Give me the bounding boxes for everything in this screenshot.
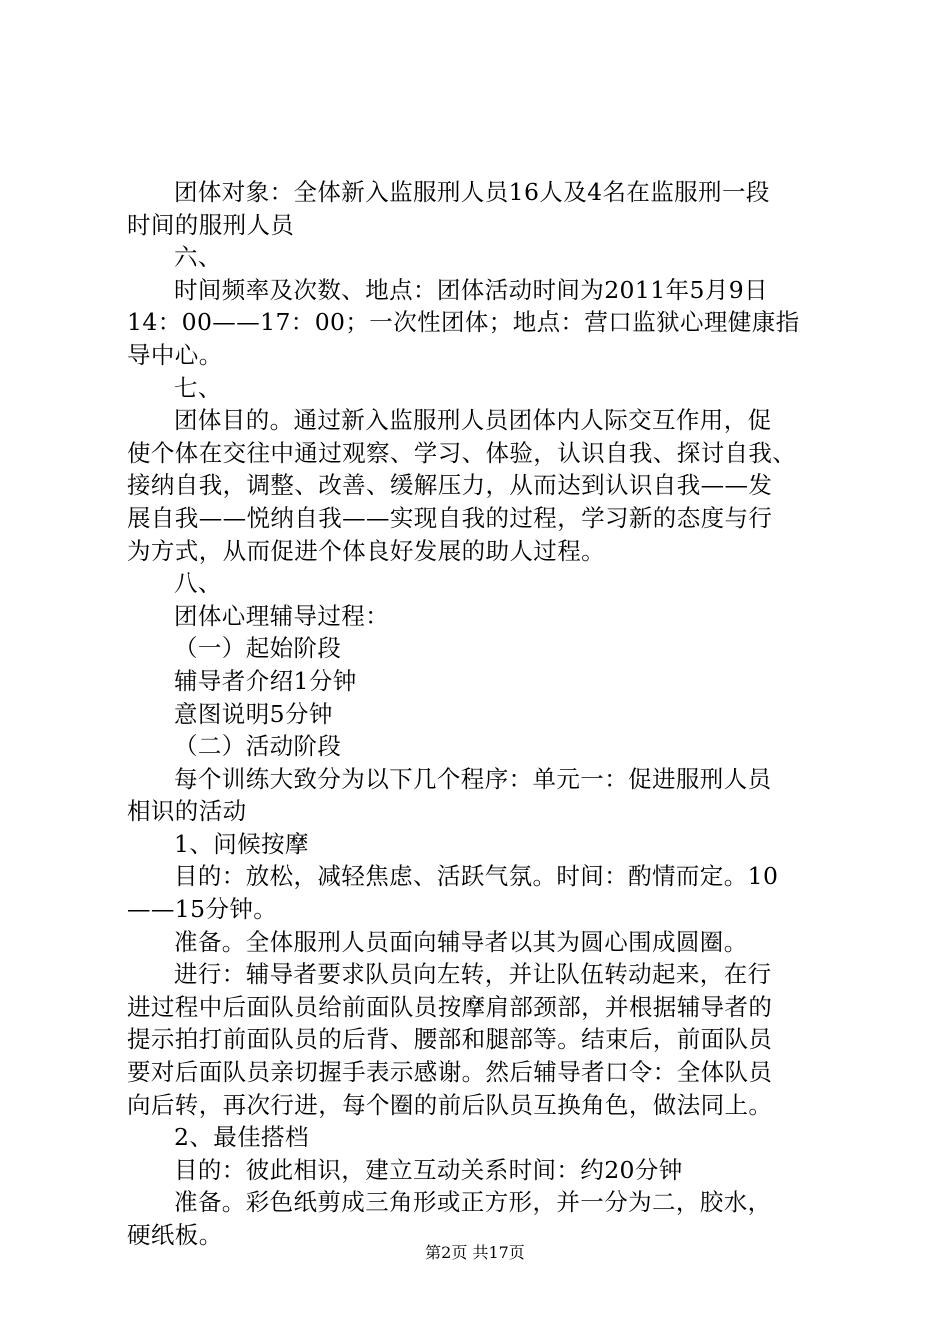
text-line: （一）起始阶段 <box>174 634 342 663</box>
text-line: 接纳自我，调整、改善、缓解压力，从而达到认识自我——发 <box>127 471 773 500</box>
text-line: ——15分钟。 <box>127 895 278 924</box>
text-line: 七、 <box>174 373 222 402</box>
document-body <box>127 176 832 1252</box>
text-line: 硬纸板。 <box>127 1221 223 1249</box>
text-line: 准备。全体服刑人员面向辅导者以其为圆心围成圆圈。 <box>174 927 748 956</box>
text-line: 六、 <box>174 243 222 272</box>
text-line: 相识的活动 <box>127 797 247 826</box>
text-line: 向后转，再次行进，每个圈的前后队员互换角色，做法同上。 <box>127 1090 773 1119</box>
text-line: 14：00——17：00；一次性团体；地点：营口监狱心理健康指 <box>127 308 800 337</box>
page-footer: 第2页 共17页 <box>425 1243 525 1262</box>
text-line: 进行：辅导者要求队员向左转，并让队伍转动起来，在行 <box>174 960 772 989</box>
text-line: 导中心。 <box>127 340 223 369</box>
text-line: 每个训练大致分为以下几个程序：单元一：促进服刑人员 <box>174 764 772 793</box>
text-line: 1、问候按摩 <box>174 829 309 858</box>
text-line: 为方式，从而促进个体良好发展的助人过程。 <box>127 536 605 565</box>
text-line: 使个体在交往中通过观察、学习、体验，认识自我、探讨自我、 <box>127 438 797 467</box>
text-line: 展自我——悦纳自我——实现自我的过程，学习新的态度与行 <box>127 503 773 532</box>
text-line: 准备。彩色纸剪成三角形或正方形，并一分为二，胶水， <box>174 1188 772 1217</box>
text-line: 意图说明5分钟 <box>174 699 333 728</box>
text-line: 团体心理辅导过程： <box>174 601 390 630</box>
text-line: （二）活动阶段 <box>174 732 342 761</box>
text-line: 团体对象：全体新入监服刑人员16人及4名在监服刑一段 <box>174 178 770 206</box>
text-line: 目的：彼此相识，建立互动关系时间：约20分钟 <box>174 1155 683 1184</box>
text-line: 八、 <box>174 569 222 598</box>
text-line: 时间的服刑人员 <box>127 210 295 239</box>
text-line: 辅导者介绍1分钟 <box>174 666 357 695</box>
text-line: 时间频率及次数、地点：团体活动时间为2011年5月9日 <box>174 275 769 304</box>
text-line: 进过程中后面队员给前面队员按摩肩部颈部，并根据辅导者的 <box>127 992 773 1021</box>
text-line: 提示拍打前面队员的后背、腰部和腿部等。结束后，前面队员 <box>127 1025 773 1054</box>
text-line: 要对后面队员亲切握手表示感谢。然后辅导者口令：全体队员 <box>127 1058 773 1087</box>
text-line: 团体目的。通过新入监服刑人员团体内人际交互作用，促 <box>174 406 772 435</box>
text-line: 2、最佳搭档 <box>174 1123 309 1152</box>
text-line: 目的：放松，减轻焦虑、活跃气氛。时间：酌情而定。10 <box>174 862 779 891</box>
